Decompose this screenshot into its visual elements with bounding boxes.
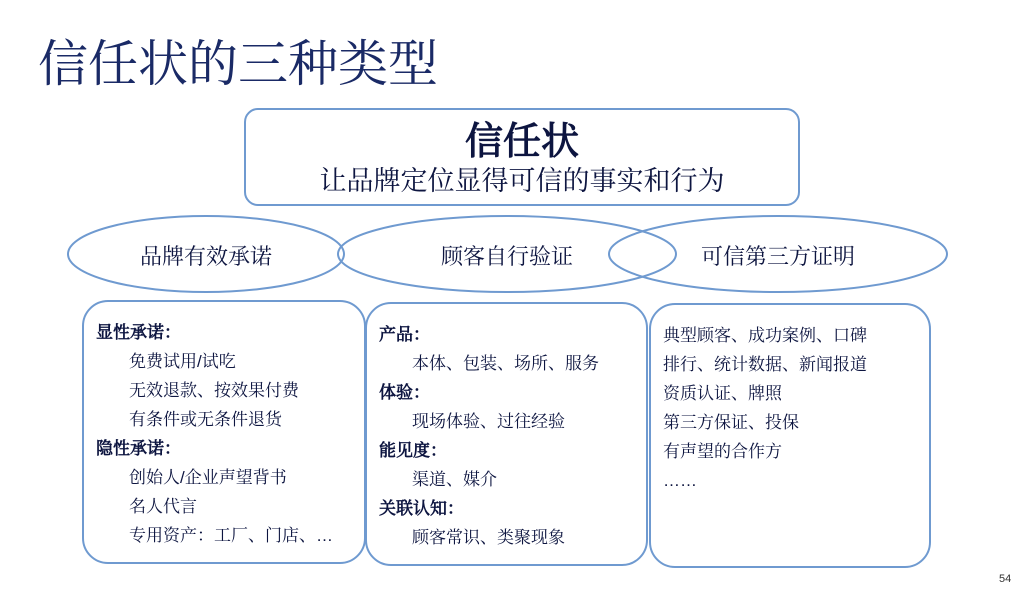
column-brand-promise xyxy=(82,300,366,564)
list-item: 本体、包装、场所、服务 xyxy=(412,354,599,373)
column-customer-verification xyxy=(365,302,648,566)
list-item: 顾客常识、类聚现象 xyxy=(412,528,565,547)
list-item: 无效退款、按效果付费 xyxy=(129,381,299,400)
column-third-party-proof xyxy=(649,303,931,568)
list-item: 有声望的合作方 xyxy=(663,442,782,461)
list-item: 排行、统计数据、新闻报道 xyxy=(663,355,867,374)
list-item: …… xyxy=(663,471,697,490)
list-item: 资质认证、牌照 xyxy=(663,384,782,403)
ellipse-label: 可信第三方证明 xyxy=(700,244,855,269)
list-item: 免费试用/试吃 xyxy=(129,352,236,371)
ellipse-label: 顾客自行验证 xyxy=(440,244,573,269)
list-heading: 隐性承诺： xyxy=(96,439,181,458)
list-heading: 关联认知： xyxy=(379,499,464,518)
list-item: 第三方保证、投保 xyxy=(663,413,799,432)
definition-subtitle: 让品牌定位显得可信的事实和行为 xyxy=(319,166,725,196)
list-item: 名人代言 xyxy=(129,497,197,516)
definition-heading: 信任状 xyxy=(464,121,579,163)
list-heading: 体验： xyxy=(379,383,430,402)
page-number: 54 xyxy=(999,573,1012,585)
list-item: 典型顾客、成功案例、口碑 xyxy=(663,326,867,345)
ellipse-label: 品牌有效承诺 xyxy=(139,244,272,269)
list-heading: 产品： xyxy=(379,325,430,344)
list-item: 专用资产：工厂、门店、… xyxy=(129,526,333,545)
list-item: 有条件或无条件退货 xyxy=(129,410,282,429)
list-heading: 能见度： xyxy=(379,441,447,460)
slide-title: 信任状的三种类型 xyxy=(38,36,438,92)
list-item: 现场体验、过往经验 xyxy=(412,412,565,431)
list-item: 渠道、媒介 xyxy=(412,470,497,489)
list-heading: 显性承诺： xyxy=(96,323,181,342)
list-item: 创始人/企业声望背书 xyxy=(129,468,287,487)
